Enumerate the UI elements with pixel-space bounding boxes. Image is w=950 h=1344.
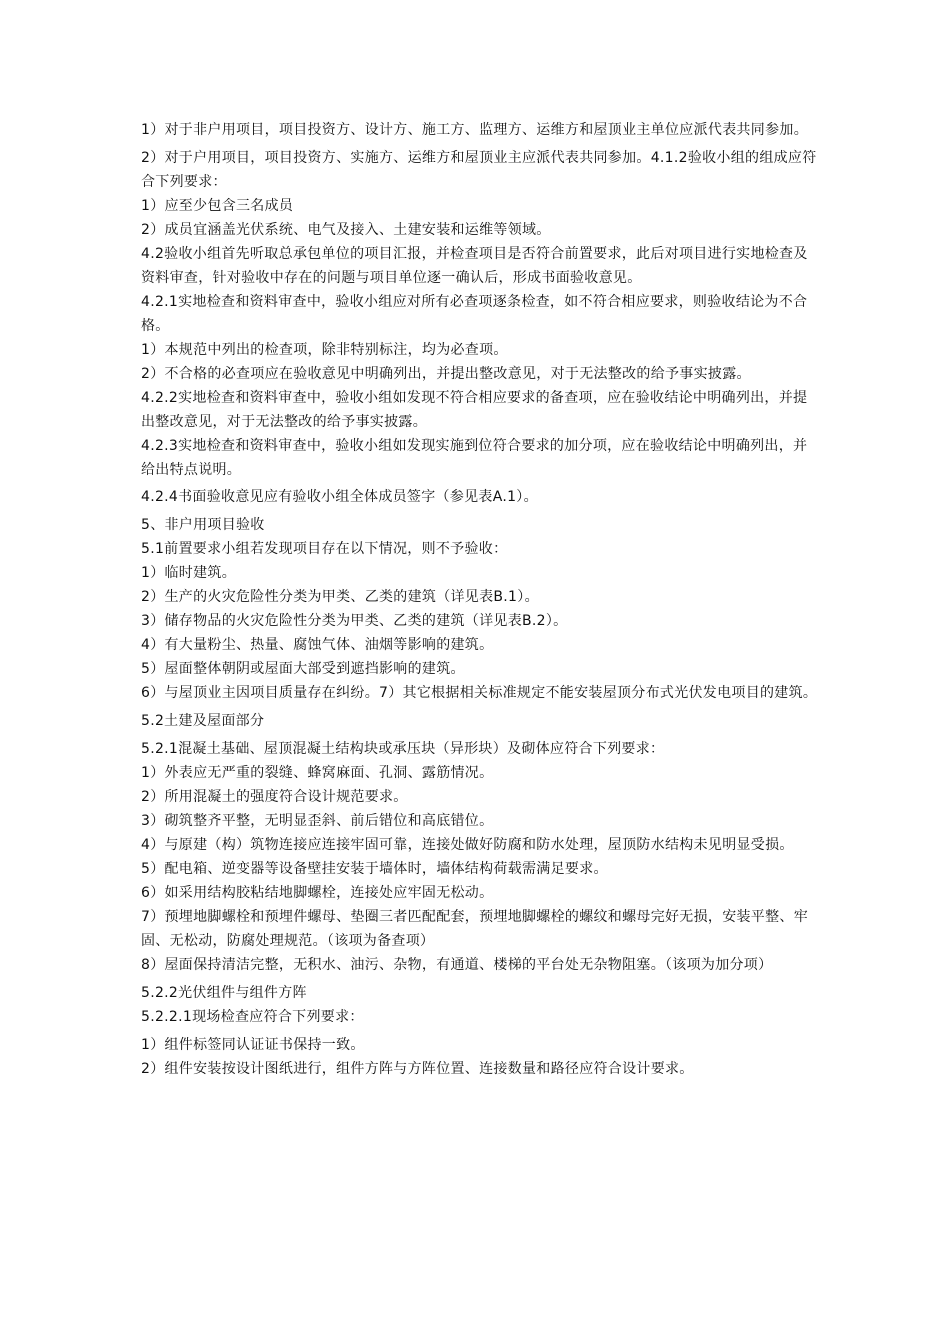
paragraph: 2）成员宜涵盖光伏系统、电气及接入、土建安装和运维等领域。: [141, 222, 551, 238]
paragraph: 2）对于户用项目，项目投资方、实施方、运维方和屋顶业主应派代表共同参加。4.1.2验收小组的组成应符合下列要求：: [141, 150, 817, 190]
paragraph: 5.2.1混凝土基础、屋顶混凝土结构块或承压块（异形块）及砌体应符合下列要求：: [141, 741, 665, 757]
list-item: 3）砌筑整齐平整，无明显歪斜、前后错位和高底错位。: [141, 813, 494, 829]
list-item: 1）外表应无严重的裂缝、蜂窝麻面、孔洞、露筋情况。: [141, 765, 494, 781]
paragraph: 2）不合格的必查项应在验收意见中明确列出，并提出整改意见，对于无法整改的给予事实披露。: [141, 366, 751, 382]
list-item: 4）与原建（构）筑物连接应连接牢固可靠，连接处做好防腐和防水处理，屋顶防水结构未见明显受损。: [141, 837, 794, 853]
paragraph: 5.2.2.1现场检查应符合下列要求：: [141, 1009, 364, 1025]
document-body: [141, 118, 821, 1081]
list-item: 8）屋面保持清洁完整，无积水、油污、杂物，有通道、楼梯的平台处无杂物阻塞。（该项为加分项）: [141, 957, 773, 973]
paragraph: 4.2.3实地检查和资料审查中，验收小组如发现实施到位符合要求的加分项，应在验收结论中明确列出，并给出特点说明。: [141, 438, 808, 478]
list-item: 2）所用混凝土的强度符合设计规范要求。: [141, 789, 408, 805]
paragraph: 1）应至少包含三名成员: [141, 198, 294, 214]
list-item: 6）如采用结构胶粘结地脚螺栓，连接处应牢固无松动。: [141, 885, 494, 901]
list-item: 2）组件安装按设计图纸进行，组件方阵与方阵位置、连接数量和路径应符合设计要求。: [141, 1061, 694, 1077]
list-item: 3）储存物品的火灾危险性分类为甲类、乙类的建筑（详见表B.2）。: [141, 613, 568, 629]
paragraph: 4.2.1实地检查和资料审查中，验收小组应对所有必查项逐条检查，如不符合相应要求，则验收结论为不合格。: [141, 294, 808, 334]
paragraph: 4.2.2实地检查和资料审查中，验收小组如发现不符合相应要求的备查项，应在验收结论中明确列出，并提出整改意见，对于无法整改的给予事实披露。: [141, 390, 808, 430]
paragraph: 4.2.4书面验收意见应有验收小组全体成员签字（参见表A.1）。: [141, 489, 538, 505]
paragraph: 1）对于非户用项目，项目投资方、设计方、施工方、监理方、运维方和屋顶业主单位应派代表共同参加。: [141, 122, 809, 138]
list-item: 2）生产的火灾危险性分类为甲类、乙类的建筑（详见表B.1）。: [141, 589, 539, 605]
section-heading: 5.2土建及屋面部分: [141, 713, 265, 729]
paragraph: 4.2验收小组首先听取总承包单位的项目汇报，并检查项目是否符合前置要求，此后对项目进行实地检查及资料审查，针对验收中存在的问题与项目单位逐一确认后，形成书面验收意见。: [141, 246, 808, 286]
list-item: 4）有大量粉尘、热量、腐蚀气体、油烟等影响的建筑。: [141, 637, 494, 653]
list-item: 5）配电箱、逆变器等设备壁挂安装于墙体时，墙体结构荷载需满足要求。: [141, 861, 608, 877]
list-item: 6）与屋顶业主因项目质量存在纠纷。7）其它根据相关标准规定不能安装屋顶分布式光伏发电项目的建筑。: [141, 685, 818, 701]
list-item: 5）屋面整体朝阴或屋面大部受到遮挡影响的建筑。: [141, 661, 465, 677]
section-heading: 5.2.2光伏组件与组件方阵: [141, 985, 307, 1001]
list-item: 1）组件标签同认证证书保持一致。: [141, 1037, 365, 1053]
paragraph: 5.1前置要求小组若发现项目存在以下情况，则不予验收：: [141, 541, 508, 557]
section-heading: 5、非户用项目验收: [141, 517, 265, 533]
list-item: 1）临时建筑。: [141, 565, 237, 581]
paragraph: 1）本规范中列出的检查项，除非特别标注，均为必查项。: [141, 342, 508, 358]
list-item: 7）预埋地脚螺栓和预埋件螺母、垫圈三者匹配配套，预埋地脚螺栓的螺纹和螺母完好无损，安装平整、牢固、无松动，防腐处理规范。（该项为备查项）: [141, 909, 809, 949]
